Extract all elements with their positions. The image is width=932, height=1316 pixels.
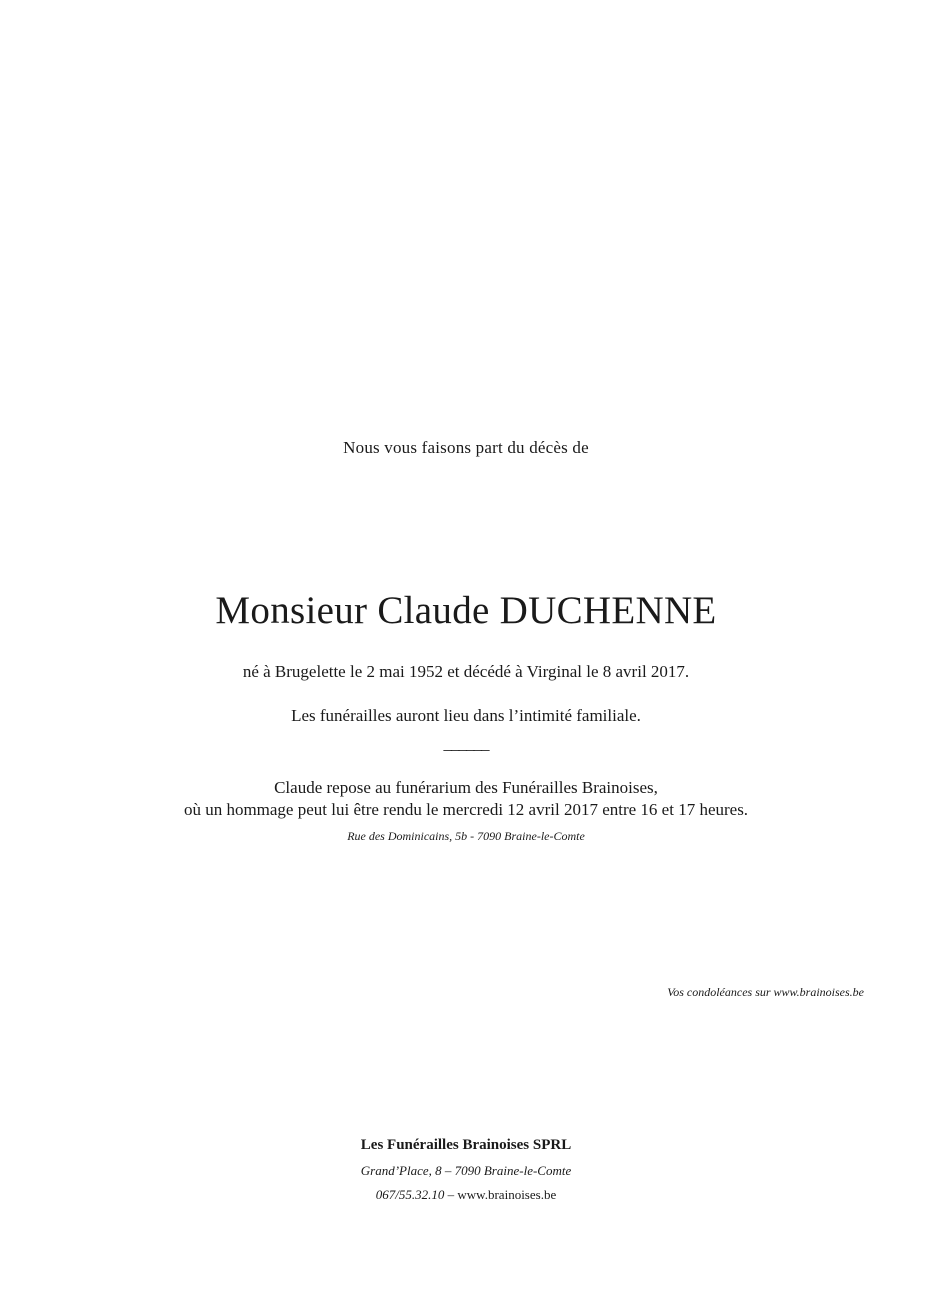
company-name: Les Funérailles Brainoises SPRL [360, 1137, 572, 1153]
section-separator: ______ [443, 734, 489, 753]
company-address: Grand’Place, 8 – 7090 Braine-le-Comte [360, 1163, 572, 1178]
contact-separator: – [444, 1187, 458, 1202]
company-website: www.brainoises.be [457, 1187, 557, 1202]
funerarium-address: Rue des Dominicains, 5b - 7090 Braine-le-Comte [347, 829, 585, 843]
funeral-information: Les funérailles auront lieu dans l’intimité familiale. [291, 706, 641, 725]
repose-line-2: où un hommage peut lui être rendu le mercredi 12 avril 2017 entre 16 et 17 heures. [183, 800, 749, 819]
announcement-intro: Nous vous faisons part du décès de [343, 438, 589, 457]
repose-line-1: Claude repose au funérarium des Funérailles Brainoises, [274, 778, 658, 797]
deceased-name: Monsieur Claude DUCHENNE [215, 589, 717, 632]
birth-death-details: né à Brugelette le 2 mai 1952 et décédé à Virginal le 8 avril 2017. [242, 662, 690, 681]
condolences-note: Vos condoléances sur www.brainoises.be [667, 985, 864, 999]
company-contact [0, 1187, 932, 1203]
company-phone: 067/55.32.10 [375, 1187, 445, 1202]
